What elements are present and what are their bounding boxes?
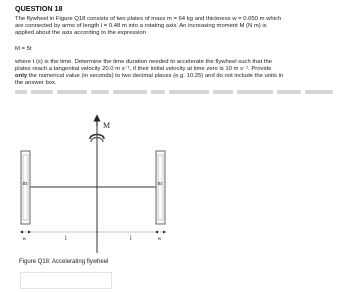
paragraph-line-rest: the numerical value (in seconds) to two decimal places (e.g. 10.25) and do not include the units in <box>27 73 284 79</box>
paragraph-line: applied about the axis according to the expression <box>15 30 146 36</box>
left-thickness-label: w <box>22 236 27 242</box>
left-plate-label: m <box>22 181 28 187</box>
left-plate <box>21 151 30 224</box>
paragraph-line: where t (s) is the time. Determine the time duration needed to accelerate the flywheel such that the <box>15 59 273 65</box>
dim-arrow-icon <box>155 231 158 234</box>
figure-caption: Figure Q18: Accelerating flywheel <box>19 259 109 265</box>
answer-input[interactable] <box>20 272 112 289</box>
paragraph-line: plates reach a tangential velocity 20.0 m s⁻¹, if their initial velocity at time zero is 10 m s⁻¹. Provide <box>15 66 272 72</box>
dim-arrow-icon <box>20 231 23 234</box>
right-plate <box>156 151 165 224</box>
dim-arrow-icon <box>28 231 31 234</box>
right-thickness-label: w <box>157 236 162 242</box>
dim-arrow-icon <box>163 231 166 234</box>
paragraph-line: The flywheel in Figure Q18 consists of two plates of mass m = 64 kg and thickness w = 0.050 m which <box>15 16 282 22</box>
question-title: QUESTION 18 <box>15 4 63 13</box>
right-arm-length-label: l <box>130 236 132 242</box>
moment-label: M <box>103 121 111 130</box>
paragraph-line: the answer box. <box>15 80 57 86</box>
emphasis-only: only <box>15 73 28 79</box>
right-plate-label: m <box>157 181 163 187</box>
paragraph-line: are connected by arms of length l = 0.48 m into a rotating axis. An increasing moment M (N m) is <box>15 23 267 29</box>
left-arm-length-label: l <box>65 236 67 242</box>
moment-expression: M = 5t <box>15 46 32 52</box>
